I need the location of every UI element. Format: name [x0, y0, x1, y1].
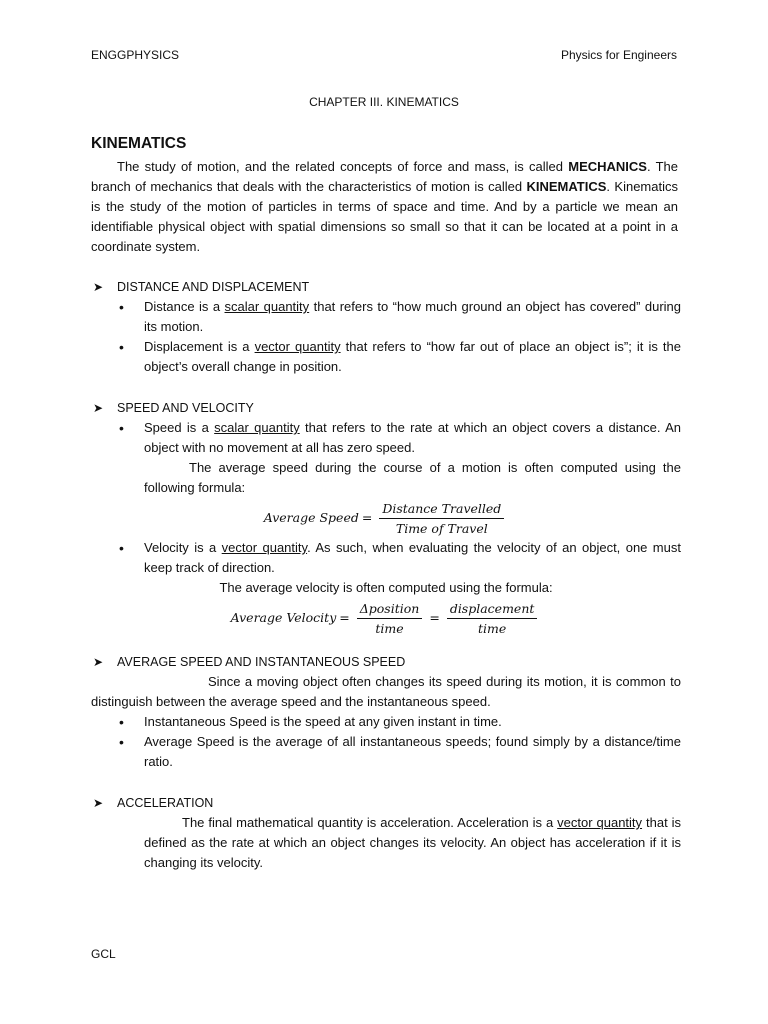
formula-lhs: Average Velocity: [230, 610, 337, 625]
section-acceleration: [91, 793, 681, 873]
arrow-bullet-icon: ➤: [93, 280, 104, 294]
average-velocity-formula: [91, 598, 681, 638]
item-text: Displacement is a: [144, 339, 255, 354]
underlined-term: vector quantity: [221, 540, 308, 555]
bullet-icon: •: [119, 540, 124, 556]
bullet-icon: •: [119, 339, 124, 355]
underlined-term: vector quantity: [254, 339, 341, 354]
formula-fraction: [447, 599, 538, 638]
bullet-icon: •: [119, 714, 124, 730]
header-right: Physics for Engineers: [560, 48, 677, 62]
section-title-speed: [91, 398, 681, 418]
acceleration-paragraph: [91, 813, 681, 873]
bullet-icon: •: [119, 420, 124, 436]
bullet-icon: •: [119, 734, 124, 750]
fraction-denominator: time: [375, 620, 404, 636]
item-text: Average Speed is the average of all instantaneous speeds; found simply by a distance/time ratio.: [144, 734, 681, 769]
underlined-term: scalar quantity: [224, 299, 310, 314]
intro-term-kinematics: KINEMATICS: [526, 179, 607, 194]
section-title-text: ACCELERATION: [117, 796, 214, 810]
item-text: that refers to “how far out of place an object is”; it is the object’s overall change in position.: [144, 339, 681, 374]
bullet-list: [91, 418, 681, 458]
page-footer: GCL: [91, 947, 116, 961]
list-item-instantaneous: [91, 712, 681, 732]
arrow-bullet-icon: ➤: [93, 655, 104, 669]
underlined-term: vector quantity: [557, 815, 643, 830]
intro-paragraph: [91, 157, 678, 257]
equals-sign: =: [339, 610, 350, 625]
list-item-displacement: [91, 337, 681, 377]
formula-fraction: [357, 599, 423, 638]
average-speed-formula: [91, 498, 681, 538]
intro-text-1: The study of motion, and the related concepts of force and mass, is called: [117, 159, 569, 174]
underlined-term: scalar quantity: [214, 420, 300, 435]
equals-sign: =: [429, 610, 440, 625]
equals-sign: =: [361, 510, 373, 525]
list-item-average: [91, 732, 681, 772]
para-text: that is defined as the rate at which an object changes its velocity. An object has acceleration if it is changing its velocity.: [144, 815, 682, 870]
arrow-bullet-icon: ➤: [93, 401, 104, 415]
section-title-average: [91, 652, 681, 672]
bullet-list: [91, 712, 681, 772]
section-title-text: DISTANCE AND DISPLACEMENT: [117, 280, 310, 294]
speed-formula-intro: The average speed during the course of a motion is often computed using the following formula:: [144, 460, 681, 495]
list-item-velocity: [91, 538, 681, 578]
item-text: Velocity is a: [144, 540, 222, 555]
item-text: Speed is a: [144, 420, 215, 435]
bullet-list: [91, 297, 681, 377]
section-title-acceleration: [91, 793, 681, 813]
bullet-list: [91, 538, 681, 578]
average-paragraph: Since a moving object often changes its speed during its motion, it is common to distinguish between the average speed and the instantaneous speed.: [91, 674, 681, 709]
list-item-speed: [91, 418, 681, 458]
velocity-formula-intro: The average velocity is often computed using the formula:: [219, 580, 553, 595]
fraction-numerator: Δposition: [357, 599, 423, 619]
fraction-denominator: Time of Travel: [395, 520, 488, 536]
item-text: that refers to the rate at which an object covers a distance. An object with no movement at all has zero speed.: [144, 420, 681, 455]
section-title-distance: [91, 277, 681, 297]
header-left: ENGGPHYSICS: [91, 48, 180, 62]
fraction-numerator: Distance Travelled: [379, 499, 504, 519]
intro-text-2: . The branch of mechanics that deals with the characteristics of motion is called: [91, 159, 678, 194]
section-average-speed: [91, 652, 681, 772]
section-heading: KINEMATICS: [91, 135, 187, 152]
fraction-denominator: time: [477, 620, 507, 636]
item-text: Distance is a: [144, 299, 225, 314]
bullet-icon: •: [119, 299, 124, 315]
formula-fraction: [379, 499, 504, 538]
section-distance: [91, 277, 681, 377]
section-title-text: AVERAGE SPEED AND INSTANTANEOUS SPEED: [117, 655, 406, 669]
section-speed: [91, 398, 681, 638]
item-text: . As such, when evaluating the velocity of an object, one must keep track of direction.: [144, 540, 681, 575]
intro-text-3: . Kinematics is the study of the motion of particles in terms of space and time. And by a particle we mean an identifiable physical object with spatial dimensions so small so that it can be located at a point in a coordinate system.: [91, 179, 678, 254]
formula-lhs: Average Speed: [263, 510, 359, 525]
list-item-distance: [91, 297, 681, 337]
arrow-bullet-icon: ➤: [93, 796, 104, 810]
item-text: Instantaneous Speed is the speed at any given instant in time.: [144, 714, 502, 729]
item-text: that refers to “how much ground an object has covered” during its motion.: [144, 299, 681, 334]
fraction-numerator: displacement: [447, 599, 538, 619]
intro-term-mechanics: MECHANICS: [568, 159, 647, 174]
chapter-title: CHAPTER III. KINEMATICS: [309, 95, 459, 109]
para-text: The final mathematical quantity is acceleration. Acceleration is a: [182, 815, 558, 830]
section-title-text: SPEED AND VELOCITY: [117, 401, 254, 415]
